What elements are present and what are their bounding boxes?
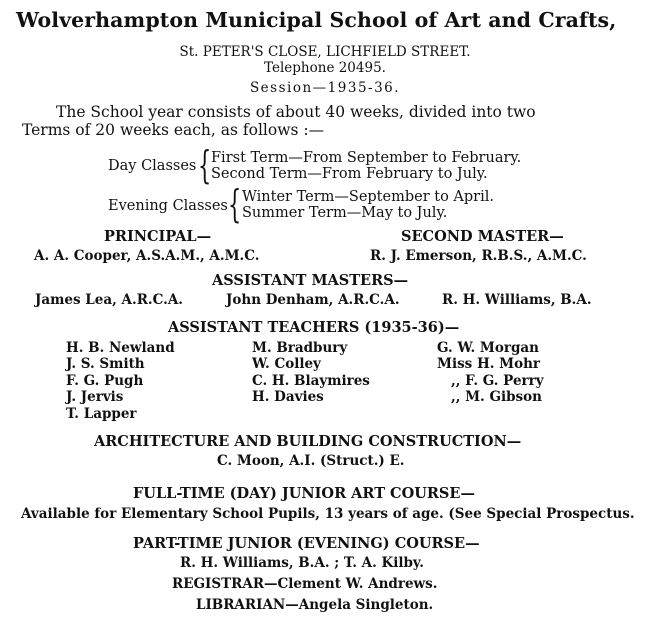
session-line: Session—1935-36. [249,80,401,96]
principal-name: A. A. Cooper, A.S.A.M., A.M.C. [34,248,260,264]
teacher-name: ,, M. Gibson [451,389,542,405]
assistant-masters-heading: ASSISTANT MASTERS— [212,272,409,289]
teacher-name: W. Colley [252,356,321,372]
telephone-line: Telephone 20495. [264,60,386,76]
teacher-name: J. Jervis [66,389,124,405]
address-line: St. PETER'S CLOSE, LICHFIELD STREET. [179,44,471,60]
intro-line-2: Terms of 20 weeks each, as follows :— [22,121,325,139]
teacher-name: M. Bradbury [252,340,348,356]
parttime-names: R. H. Williams, B.A. ; T. A. Kilby. [180,555,424,571]
teacher-name: F. G. Pugh [66,373,144,389]
assistant-master: R. H. Williams, B.A. [442,292,592,308]
second-master-heading: SECOND MASTER— [401,228,564,245]
parttime-heading: PART-TIME JUNIOR (EVENING) COURSE— [133,535,480,552]
day-second-term: Second Term—From February to July. [211,166,488,182]
assistant-master: John Denham, A.R.C.A. [226,292,400,308]
architecture-name: C. Moon, A.I. (Struct.) E. [217,453,405,469]
teacher-name: T. Lapper [66,406,137,422]
fulltime-heading: FULL-TIME (DAY) JUNIOR ART COURSE— [133,485,475,502]
day-first-term: First Term—From September to February. [211,150,522,166]
assistant-teachers-heading: ASSISTANT TEACHERS (1935-36)— [168,319,460,336]
second-master-name: R. J. Emerson, R.B.S., A.M.C. [370,248,587,264]
teacher-name: H. Davies [252,389,324,405]
teacher-name: J. S. Smith [66,356,145,372]
evening-winter-term: Winter Term—September to April. [242,189,494,205]
day-classes-label: Day Classes [108,158,197,174]
teacher-name: C. H. Blaymires [252,373,370,389]
fulltime-text: Available for Elementary School Pupils, 13 years of age. (See Special Prospectus. [21,506,635,522]
architecture-heading: ARCHITECTURE AND BUILDING CONSTRUCTION— [94,433,522,450]
assistant-master: James Lea, A.R.C.A. [35,292,184,308]
evening-summer-term: Summer Term—May to July. [242,205,448,221]
principal-heading: PRINCIPAL— [104,228,212,245]
school-title: Wolverhampton Municipal School of Art and Crafts, [16,8,617,32]
brace-icon: { [198,143,212,187]
evening-classes-label: Evening Classes [108,198,228,214]
librarian-line: LIBRARIAN—Angela Singleton. [196,597,434,613]
registrar-line: REGISTRAR—Clement W. Andrews. [172,576,438,592]
brace-icon: { [228,182,242,226]
intro-line-1: The School year consists of about 40 weeks, divided into two [56,103,536,121]
teacher-name: Miss H. Mohr [437,356,541,372]
teacher-name: ,, F. G. Perry [451,373,544,389]
teacher-name: G. W. Morgan [437,340,539,356]
teacher-name: H. B. Newland [66,340,175,356]
